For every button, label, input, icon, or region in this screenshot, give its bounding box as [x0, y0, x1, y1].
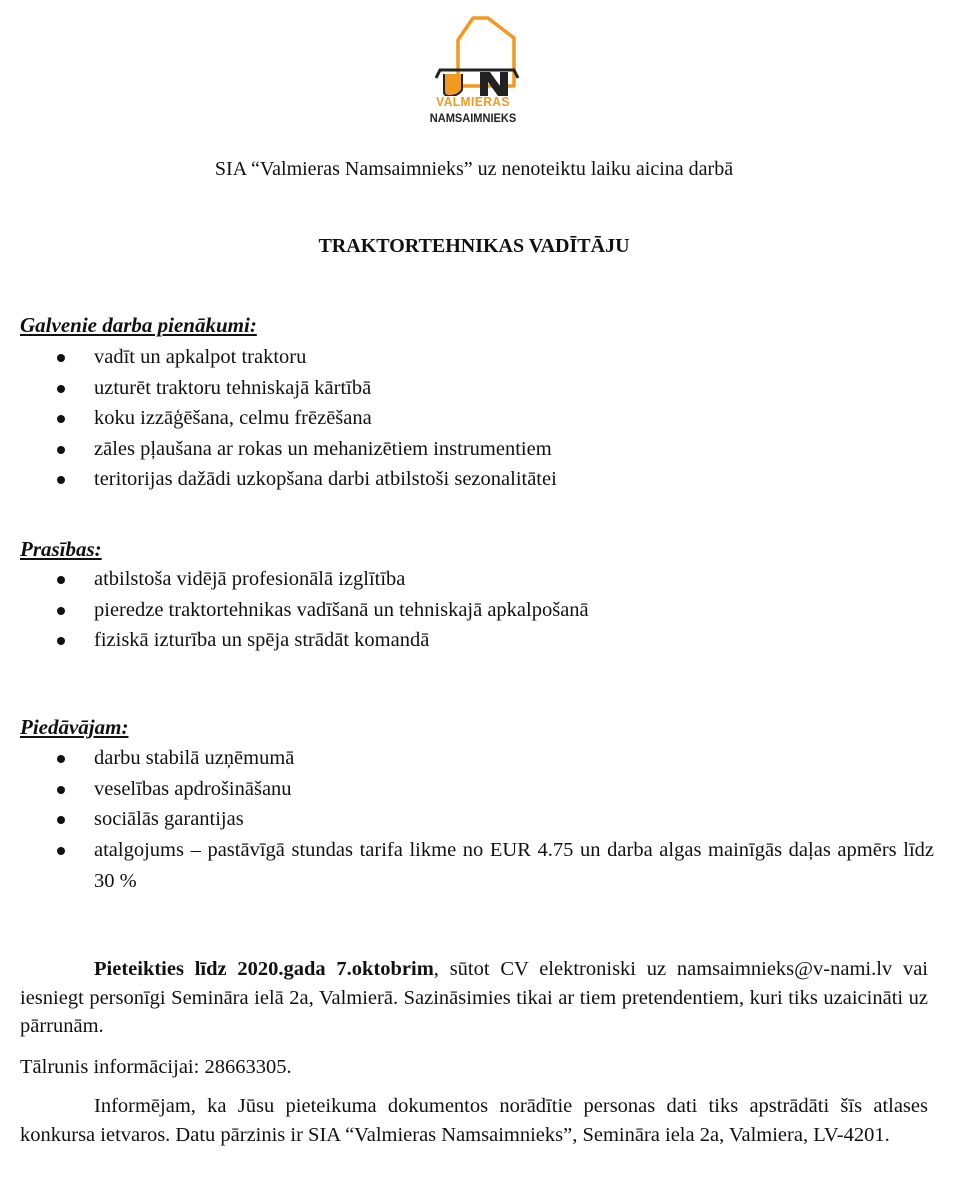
apply-deadline: Pieteikties līdz 2020.gada 7.oktobrim	[94, 958, 434, 980]
job-title: TRAKTORTEHNIKAS VADĪTĀJU	[318, 235, 630, 257]
intro-line: SIA “Valmieras Namsaimnieks” uz nenoteiktu laiku aicina darbā	[214, 158, 734, 180]
duties-list	[54, 342, 934, 495]
bullet-icon	[57, 476, 65, 484]
bullet-icon	[57, 607, 65, 615]
list-item: atalgojums – pastāvīgā stundas tarifa likme no EUR 4.75 un darba algas mainīgās daļas apmērs līdz 30 %	[54, 835, 934, 897]
apply-details: , sūtot CV elektroniski uz namsaimnieks@v-nami.lv vai iesniegt personīgi Semināra ielā 2a, Valmierā. Sazināsimies tikai ar tiem pretendentiem, kuri tiks uzaicināti uz pārrunām.	[20, 958, 928, 1037]
bullet-icon	[57, 786, 65, 794]
requirements-list	[54, 564, 934, 656]
list-item: uzturēt traktoru tehniskajā kārtībā	[54, 373, 934, 404]
list-item: sociālās garantijas	[54, 804, 934, 835]
bullet-icon	[57, 415, 65, 423]
apply-paragraph	[20, 955, 928, 1041]
logo-text-valmieras: VALMIERAS	[436, 94, 510, 109]
bullet-icon	[57, 385, 65, 393]
list-item: atbilstoša vidējā profesionālā izglītība	[54, 564, 934, 595]
phone-line: Tālrunis informācijai: 28663305.	[20, 1056, 292, 1078]
duties-heading: Galvenie darba pienākumi:	[20, 313, 257, 337]
list-item: fiziskā izturība un spēja strādāt komandā	[54, 625, 934, 656]
list-item: zāles pļaušana ar rokas un mehanizētiem instrumentiem	[54, 434, 934, 465]
bullet-icon	[57, 354, 65, 362]
bullet-icon	[57, 576, 65, 584]
company-logo	[418, 12, 528, 130]
requirements-heading: Prasības:	[20, 537, 102, 561]
list-item: pieredze traktortehnikas vadīšanā un tehniskajā apkalpošanā	[54, 595, 934, 626]
list-item: koku izzāģēšana, celmu frēzēšana	[54, 403, 934, 434]
offer-heading: Piedāvājam:	[20, 715, 129, 739]
list-item: veselības apdrošināšanu	[54, 774, 934, 805]
privacy-paragraph	[20, 1092, 928, 1149]
bullet-icon	[57, 755, 65, 763]
bullet-icon	[57, 637, 65, 645]
logo-text-namsaimnieks: NAMSAIMNIEKS	[429, 111, 517, 125]
bullet-icon	[57, 446, 65, 454]
privacy-text: Informējam, ka Jūsu pieteikuma dokumentos norādītie personas dati tiks apstrādāti šīs atlases konkursa ietvaros. Datu pārzinis ir SIA “Valmieras Namsaimnieks”, Semināra iela 2a, Valmiera, LV-4201.	[20, 1095, 928, 1146]
offer-list	[54, 743, 934, 897]
list-item: darbu stabilā uzņēmumā	[54, 743, 934, 774]
house-logo-icon	[418, 12, 528, 96]
list-item: teritorijas dažādi uzkopšana darbi atbilstoši sezonalitātei	[54, 464, 934, 495]
bullet-icon	[57, 847, 65, 855]
list-item: vadīt un apkalpot traktoru	[54, 342, 934, 373]
bullet-icon	[57, 816, 65, 824]
